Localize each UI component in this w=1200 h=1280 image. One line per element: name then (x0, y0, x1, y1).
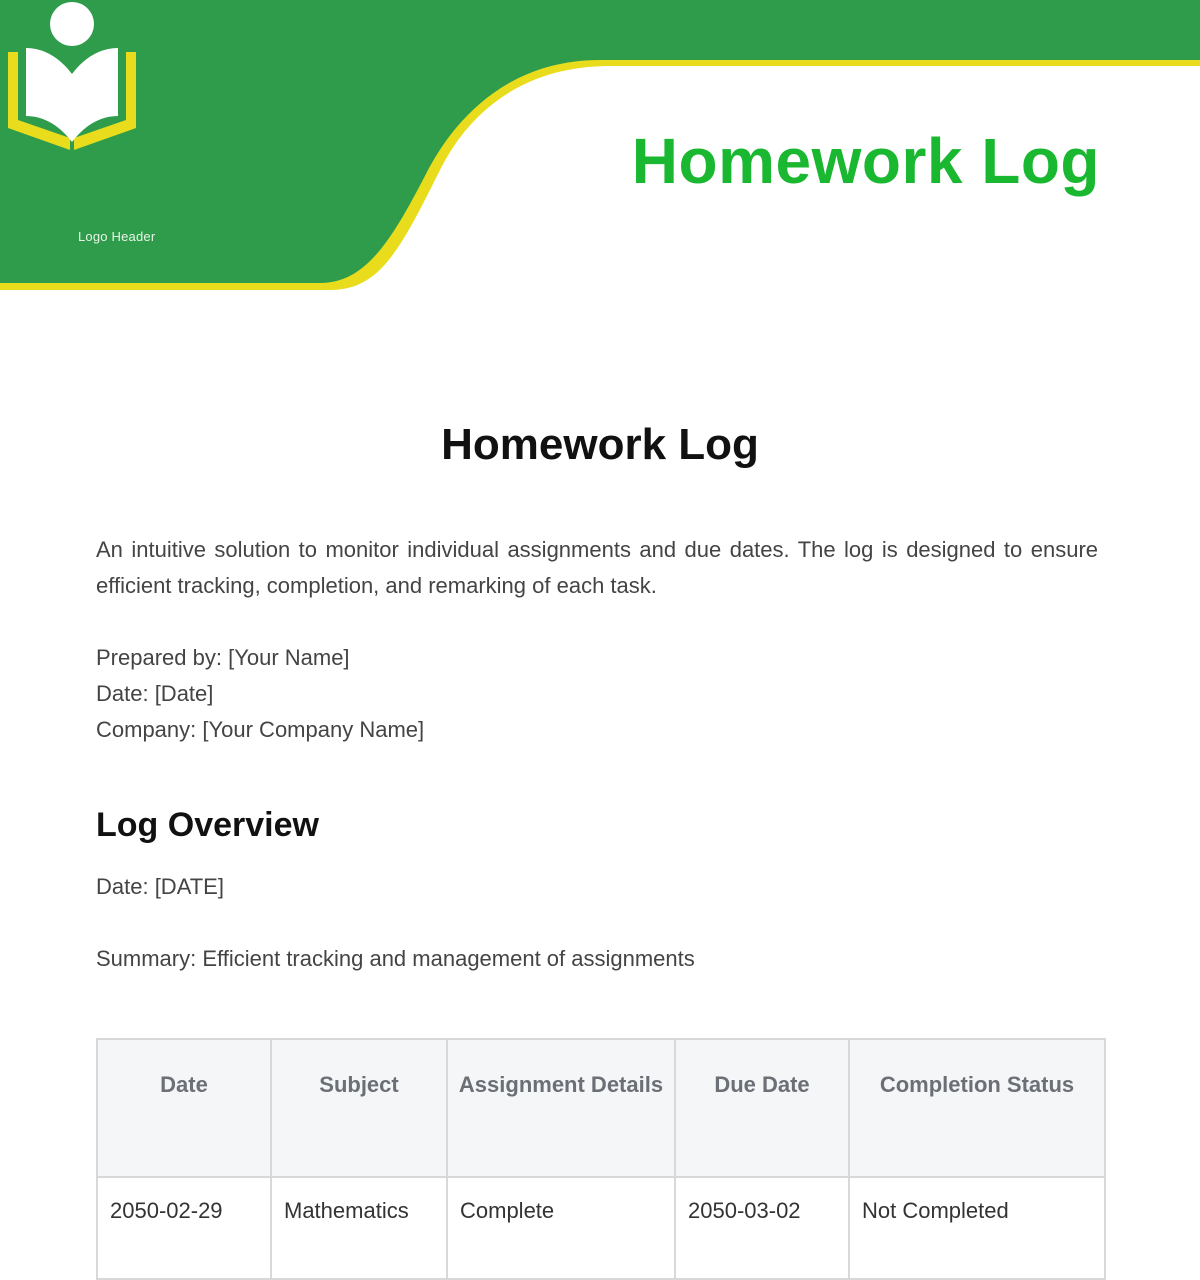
column-header-date: Date (97, 1039, 271, 1177)
homework-table-container (96, 1038, 1104, 1280)
table-header-row (97, 1039, 1105, 1177)
cell-subject: Mathematics (271, 1177, 447, 1279)
prepared-by: Prepared by: [Your Name] (96, 645, 350, 670)
document-meta (96, 640, 424, 748)
document-title: Homework Log (441, 420, 759, 469)
column-header-completion-status: Completion Status (849, 1039, 1105, 1177)
table-row (97, 1177, 1105, 1279)
column-header-assignment-details: Assignment Details (447, 1039, 675, 1177)
overview-date: Date: [DATE] (96, 874, 224, 899)
meta-company: Company: [Your Company Name] (96, 717, 425, 742)
column-header-subject: Subject (271, 1039, 447, 1177)
cell-completion-status: Not Completed (849, 1177, 1105, 1279)
intro-paragraph: An intuitive solution to monitor individual assignments and due dates. The log is designed to ensure efficient tracking, completion, and remarking of each task. (96, 537, 1098, 598)
meta-date: Date: [Date] (96, 681, 214, 706)
overview-summary: Summary: Efficient tracking and management of assignments (96, 946, 695, 971)
cell-due-date: 2050-03-02 (675, 1177, 849, 1279)
column-header-due-date: Due Date (675, 1039, 849, 1177)
cell-date: 2050-02-29 (97, 1177, 271, 1279)
cell-assignment-details: Complete (447, 1177, 675, 1279)
header-title: Homework Log (631, 125, 1100, 197)
section-heading-log-overview: Log Overview (96, 806, 319, 844)
homework-table (96, 1038, 1106, 1280)
header-banner (0, 0, 1200, 300)
book-reader-logo-icon (0, 0, 145, 150)
logo-text: Logo Header (78, 229, 156, 244)
